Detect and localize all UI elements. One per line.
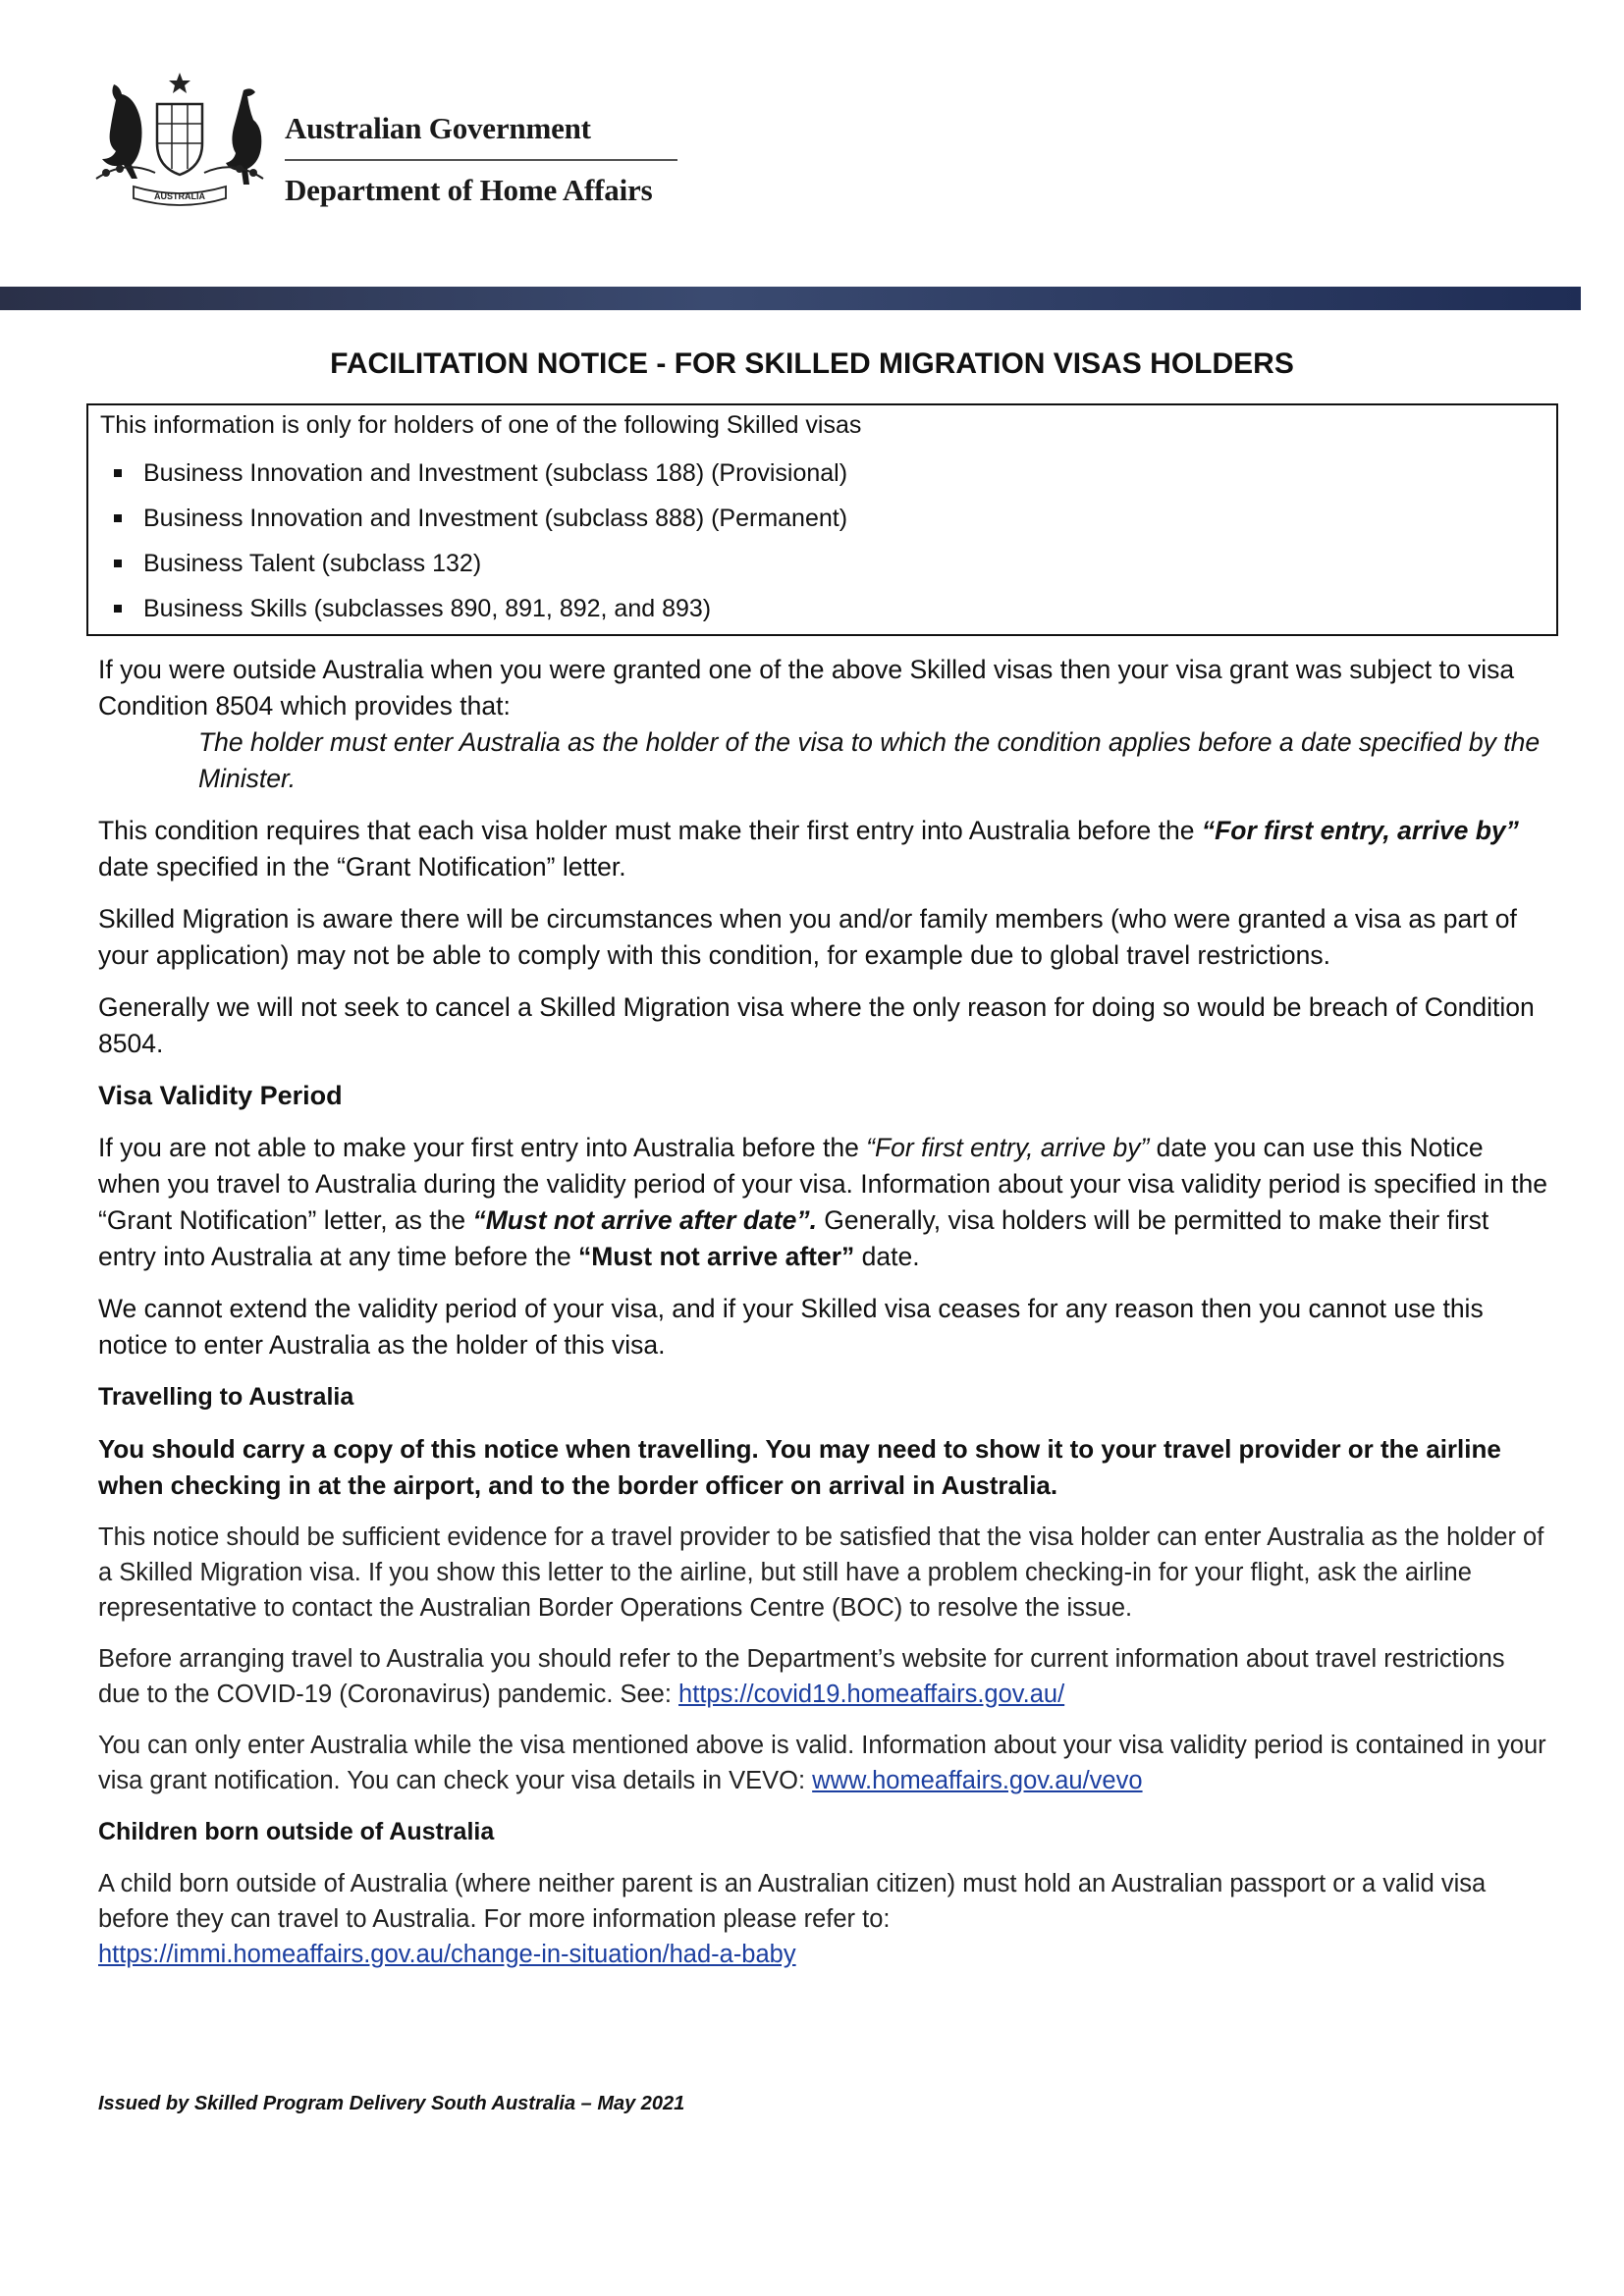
- visa-list-item: Business Talent (subclass 132): [114, 549, 847, 594]
- bullet-icon: [114, 469, 122, 477]
- visa-list: [114, 458, 847, 639]
- header-color-band: [0, 287, 1581, 310]
- paragraph-condition-intro: If you were outside Australia when you were granted one of the above Skilled visas then your visa grant was subject to visa Condition 8504 which provides that:: [98, 655, 1515, 721]
- paragraph-circumstances: Skilled Migration is aware there will be circumstances when you and/or family members (who were granted a visa as part of your application) may not be able to comply with this condition, for example due to global travel restrictions.: [98, 904, 1517, 970]
- paragraph-condition-requirement: This condition requires that each visa holder must make their first entry into Australia before the “For first entry, arrive by” date specified in the “Grant Notification” letter.: [98, 816, 1519, 881]
- vevo-link[interactable]: www.homeaffairs.gov.au/vevo: [812, 1767, 1143, 1794]
- paragraph-carry-notice: You should carry a copy of this notice when travelling. You may need to show it to your travel provider or the airline when checking in at the airport, and to the border officer on arrival in Australia.: [98, 1434, 1501, 1500]
- coat-of-arms-logo: [86, 71, 273, 208]
- paragraph-children: A child born outside of Australia (where neither parent is an Australian citizen) must hold an Australian passport or a valid visa before they can travel to Australia. For more information please refer to: https://immi.homeaffairs.gov.au/change-in-situation/had-a-baby: [98, 1870, 1487, 1968]
- paragraph-vevo: You can only enter Australia while the visa mentioned above is valid. Information about your visa validity period is contained in your visa grant notification. You can check your visa details in VEVO: www.homeaffairs.gov.au/vevo: [98, 1732, 1546, 1794]
- condition-quote: The holder must enter Australia as the holder of the visa to which the condition applies before a date specified by the Minister.: [198, 727, 1541, 793]
- had-a-baby-link[interactable]: https://immi.homeaffairs.gov.au/change-in-situation/had-a-baby: [98, 1941, 796, 1968]
- visa-list-item: Business Innovation and Investment (subclass 888) (Permanent): [114, 504, 847, 549]
- heading-visa-validity: Visa Validity Period: [98, 1081, 343, 1110]
- bullet-icon: [114, 514, 122, 522]
- paragraph-cancellation: Generally we will not seek to cancel a Skilled Migration visa where the only reason for doing so would be breach of Condition 8504.: [98, 992, 1535, 1058]
- paragraph-evidence: This notice should be sufficient evidence for a travel provider to be satisfied that the visa holder can enter Australia as the holder of a Skilled Migration visa. If you show this letter to the airline, but still have a problem checking-in for your flight, ask the airline representative to contact the Australian Border Operations Centre (BOC) to resolve the issue.: [98, 1523, 1544, 1622]
- heading-travelling: Travelling to Australia: [98, 1383, 354, 1411]
- paragraph-extension: We cannot extend the validity period of your visa, and if your Skilled visa ceases for any reason then you cannot use this notice to enter Australia as the holder of this visa.: [98, 1294, 1484, 1360]
- paragraph-covid: Before arranging travel to Australia you should refer to the Department’s website for current information about travel restrictions due to the COVID-19 (Coronavirus) pandemic. See: https://covid19.homeaffairs.gov.au/: [98, 1645, 1505, 1708]
- department-title: Department of Home Affairs: [285, 173, 653, 207]
- visa-list-item: Business Innovation and Investment (subclass 188) (Provisional): [114, 458, 847, 504]
- paragraph-validity: If you are not able to make your first entry into Australia before the “For first entry, arrive by” date you can use this Notice when you travel to Australia during the validity period of your visa. Information about your visa validity period is specified in the “Grant Notification” letter, as the “Must not arrive after date”. Generally, visa holders will be permitted to make their first entry into Australia at any time before the “Must not arrive after” date.: [98, 1133, 1547, 1271]
- document-body: [98, 652, 1551, 1988]
- document-title: FACILITATION NOTICE - FOR SKILLED MIGRATION VISAS HOLDERS: [330, 347, 1294, 380]
- eligible-visas-box: [86, 403, 1558, 636]
- page-header: [0, 0, 1624, 294]
- infobox-intro: This information is only for holders of one of the following Skilled visas: [100, 411, 862, 439]
- crest-scroll-text: AUSTRALIA: [154, 191, 205, 201]
- heading-children: Children born outside of Australia: [98, 1818, 495, 1845]
- bullet-icon: [114, 560, 122, 567]
- visa-list-item: Business Skills (subclasses 890, 891, 892, and 893): [114, 594, 847, 639]
- title-divider: [285, 159, 677, 161]
- issued-by-note: Issued by Skilled Program Delivery South Australia – May 2021: [98, 2093, 685, 2114]
- bullet-icon: [114, 605, 122, 613]
- government-title: Australian Government: [285, 111, 591, 145]
- covid-link[interactable]: https://covid19.homeaffairs.gov.au/: [678, 1681, 1065, 1708]
